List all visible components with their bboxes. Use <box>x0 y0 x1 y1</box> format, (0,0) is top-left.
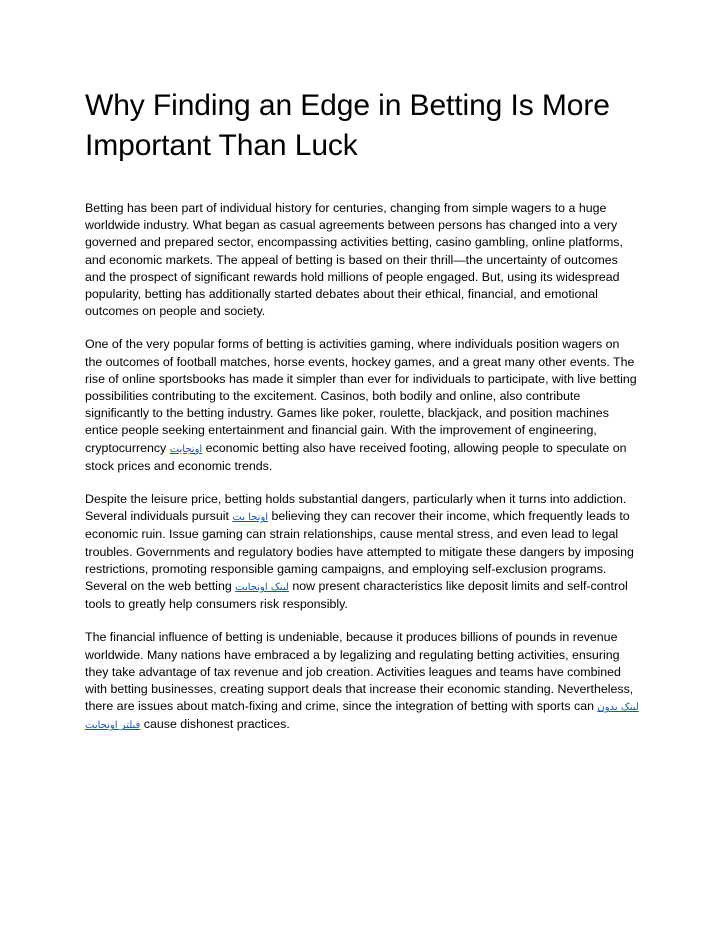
page-title: Why Finding an Edge in Betting Is More Important Than Luck <box>85 89 610 162</box>
paragraph-3-text-after: now present characteristics like deposit limits and self-control tools to greatly help consumers risk responsibly. <box>85 579 628 612</box>
paragraph-2-text-before: One of the very popular forms of betting is activities gaming, where individuals position wagers on the outcomes of football matches, horse events, hockey games, and a great many other events. The rise of online sportsbooks has made it simpler than ever for individuals to participate, with live betting possibilities contributing to the excitement. Casinos, both bodily and online, also contribute significantly to the betting industry. Games like poker, roulette, blackjack, and position machines entice people seeking entertainment and financial gain. With the improvement of engineering, cryptocurrency <box>85 337 637 455</box>
link-oonjabet[interactable]: اونجایت <box>169 443 203 455</box>
paragraph-3 <box>85 491 640 613</box>
paragraph-3-text-before: Despite the leisure price, betting holds substantial dangers, particularly when it turns into addiction. Several individuals pursuit <box>85 492 627 524</box>
paragraph-2-text-after: economic betting also have received footing, allowing people to speculate on stock prices and economic trends. <box>85 440 627 473</box>
link-oonjabet-link[interactable]: لینک اونجابت <box>235 582 289 594</box>
paragraph-3-text-middle: believing they can recover their income, which frequently leads to economic ruin. Issue gaming can strain relationships, cause mental stress, and even lead to legal troubles. Governments and regulatory bodies have attempted to mitigate these dangers by imposing restrictions, promoting responsible gaming campaigns, and employing self-exclusion programs. Several on the web betting <box>85 509 634 594</box>
paragraph-2 <box>85 336 640 475</box>
paragraph-4 <box>85 629 640 734</box>
paragraph-1 <box>85 200 640 320</box>
paragraph-1-text: Betting has been part of individual history for centuries, changing from simple wagers to a huge worldwide industry. What began as casual agreements between persons has changed into a very governed and prepared sector, encompassing activities betting, casino gambling, online platforms, and economic markets. The appeal of betting is based on their thrill—the uncertainty of outcomes and the prospect of significant rewards hold millions of people engaged. But, using its widespread popularity, betting has additionally started debates about their ethical, financial, and emotional outcomes on people and society. <box>85 201 623 319</box>
link-oonja-bet[interactable]: اونجا بت <box>232 512 269 524</box>
link-oonjabet-unfiltered[interactable]: لینک بدون فیلتر اونجابت <box>85 702 639 732</box>
paragraph-4-text-after: cause dishonest practices. <box>140 717 290 732</box>
paragraph-4-text-before: The financial influence of betting is undeniable, because it produces billions of pounds in revenue worldwide. Many nations have embraced a by legalizing and regulating betting activities, ensuring they take advantage of tax revenue and job creation. Activities leagues and teams have combined with betting businesses, creating support deals that increase their economic standing. Nevertheless, there are issues about match-fixing and crime, since the integration of betting with sports can <box>85 630 634 714</box>
